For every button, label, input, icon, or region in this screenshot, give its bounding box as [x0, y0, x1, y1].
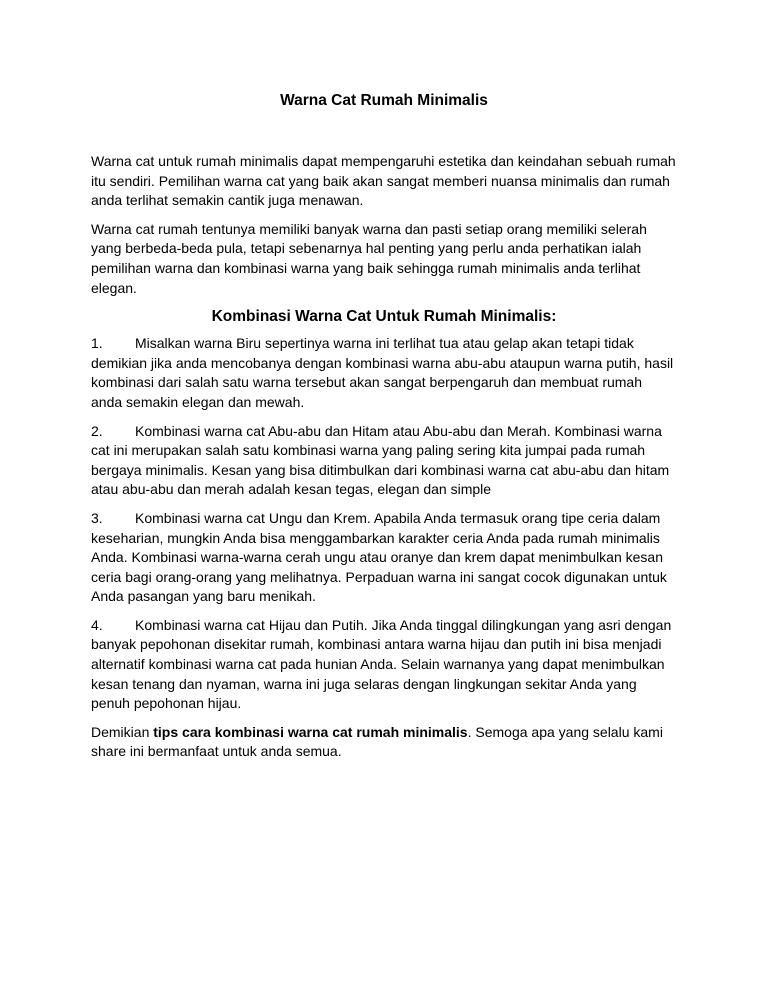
list-item-text: Misalkan warna Biru sepertinya warna ini terlihat tua atau gelap akan tetapi tidak demikian jika anda mencobanya dengan kombinasi warna abu-abu ataupun warna putih, hasil kombinasi dari salah satu warna tersebut akan sangat berpengaruh dan membuat rumah anda semakin elegan dan mewah. — [91, 335, 674, 410]
list-item-2 — [91, 422, 677, 500]
list-item-4 — [91, 616, 677, 714]
list-item-1 — [91, 334, 677, 412]
intro-paragraph-2: Warna cat rumah tentunya memiliki banyak warna dan pasti setiap orang memiliki selerah yang berbeda-beda pula, tetapi sebenarnya hal penting yang perlu anda perhatikan ialah pemilihan warna dan kombinasi warna yang baik sehingga rumah minimalis anda terlihat elegan. — [91, 220, 647, 296]
closing-paragraph — [91, 723, 677, 762]
list-item-number: 4. — [91, 616, 103, 633]
list-item-text: Kombinasi warna cat Ungu dan Krem. Apabila Anda termasuk orang tipe ceria dalam keseharian, mungkin Anda bisa menggambarkan karakter ceria Anda pada rumah minimalis Anda. Kombinasi warna-warna cerah ungu atau oranye dan krem dapat menimbulkan kesan ceria bagi orang-orang yang melihatnya. Perpaduan warna ini sangat cocok digunakan untuk Anda pasangan yang baru menikah. — [91, 509, 667, 605]
section-subheading: Kombinasi Warna Cat Untuk Rumah Minimalis: — [211, 308, 557, 326]
closing-prefix: Demikian — [91, 723, 154, 740]
document-title: Warna Cat Rumah Minimalis — [280, 92, 488, 109]
closing-bold-phrase: tips cara kombinasi warna cat rumah minimalis — [153, 723, 468, 740]
list-item-number: 3. — [91, 509, 103, 526]
list-item-3 — [91, 509, 677, 607]
list-item-text: Kombinasi warna cat Abu-abu dan Hitam atau Abu-abu dan Merah. Kombinasi warna cat ini merupakan salah satu kombinasi warna yang paling sering kita jumpai pada rumah bergaya minimalis. Kesan yang bisa ditimbulkan dari kombinasi warna cat abu-abu dan hitam atau abu-abu dan merah adalah kesan tegas, elegan dan simple — [91, 422, 670, 498]
list-item-number: 1. — [91, 335, 103, 352]
list-item-number: 2. — [91, 422, 103, 439]
list-item-text: Kombinasi warna cat Hijau dan Putih. Jika Anda tinggal dilingkungan yang asri dengan banyak pepohonan disekitar rumah, kombinasi antara warna hijau dan putih ini bisa menjadi alternatif kombinasi warna cat pada hunian Anda. Selain warnanya yang dapat menimbulkan kesan tenang dan nyaman, warna ini juga selaras dengan lingkungan sekitar Anda yang penuh pepohonan hijau. — [91, 616, 672, 712]
closing-suffix: . Semoga apa yang selalu kami share ini bermanfaat untuk anda semua. — [91, 723, 663, 760]
document-body — [91, 152, 677, 771]
intro-paragraph-1: Warna cat untuk rumah minimalis dapat mempengaruhi estetika dan keindahan sebuah rumah itu sendiri. Pemilihan warna cat yang baik akan sangat memberi nuansa minimalis dan rumah anda terlihat semakin cantik juga menawan. — [91, 153, 676, 209]
